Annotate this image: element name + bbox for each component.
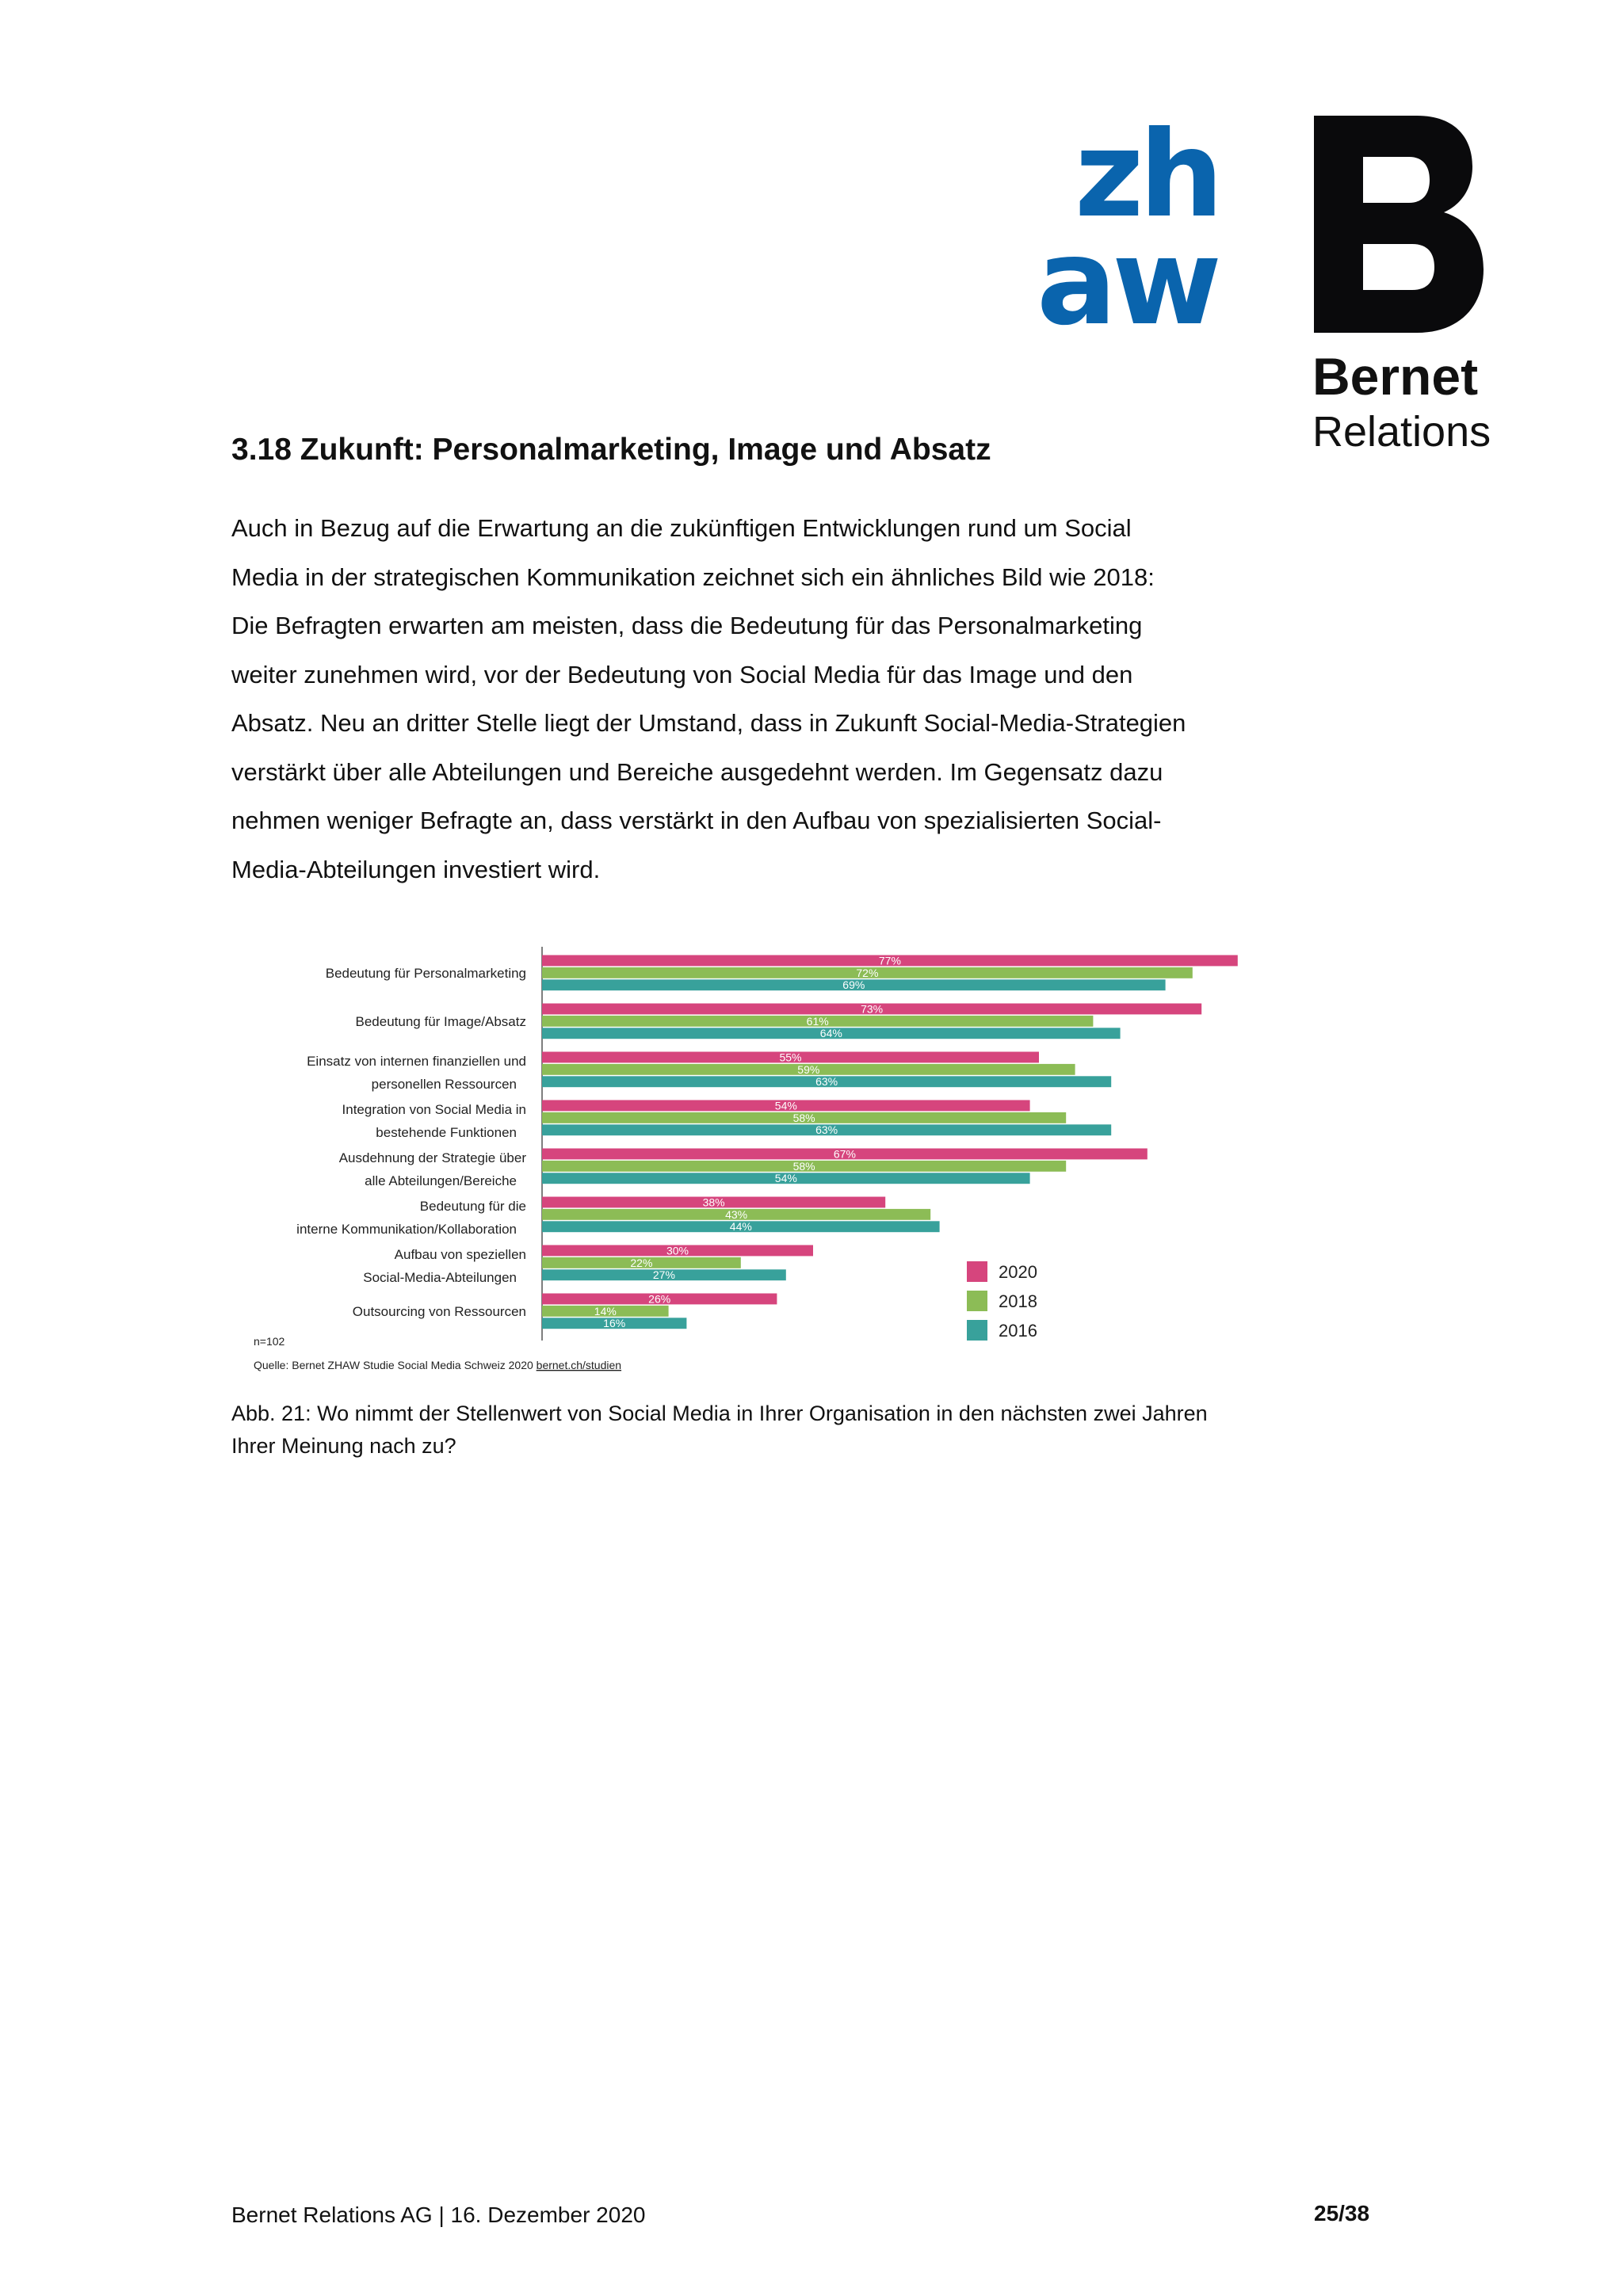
data-label: 67% <box>833 1147 856 1161</box>
data-label: 64% <box>819 1027 842 1040</box>
data-label: 22% <box>630 1256 653 1269</box>
body-line: Absatz. Neu an dritter Stelle liegt der Umstand, dass in Zukunft Social-Media-Strategien <box>231 709 1186 737</box>
category-label: Einsatz von internen finanziellen und <box>307 1054 526 1070</box>
category-label: personellen Ressourcen <box>371 1077 517 1093</box>
category-label: interne Kommunikation/Kollaboration <box>296 1222 517 1238</box>
brand-name: Bernet <box>1312 347 1479 406</box>
bernet-b-logo <box>1314 116 1484 333</box>
data-label: 26% <box>648 1292 671 1306</box>
data-label: 61% <box>806 1014 829 1028</box>
data-label: 58% <box>792 1111 815 1124</box>
data-label: 55% <box>779 1051 802 1064</box>
legend-label: 2018 <box>999 1291 1037 1311</box>
source-link[interactable]: bernet.ch/studien <box>536 1359 622 1371</box>
body-line: Media in der strategischen Kommunikation zeichnet sich ein ähnliches Bild wie 2018: <box>231 563 1155 591</box>
category-label: Bedeutung für Personalmarketing <box>325 966 526 982</box>
data-label: 44% <box>729 1220 752 1234</box>
data-label: 30% <box>666 1244 689 1257</box>
zhaw-logo-line1: zh <box>1075 106 1220 244</box>
data-label: 63% <box>815 1123 838 1137</box>
data-label: 43% <box>725 1207 748 1221</box>
category-label: Bedeutung für Image/Absatz <box>355 1014 526 1030</box>
category-label: Aufbau von speziellen <box>394 1247 526 1263</box>
data-label: 69% <box>842 978 865 992</box>
category-label: alle Abteilungen/Bereiche <box>365 1173 517 1189</box>
data-label: 38% <box>702 1196 725 1209</box>
body-line: nehmen weniger Befragte an, dass verstärkt in den Aufbau von spezialisierten Social- <box>231 807 1162 834</box>
category-label: Integration von Social Media in <box>342 1102 526 1118</box>
caption-line: Ihrer Meinung nach zu? <box>231 1434 456 1458</box>
source-note: Quelle: Bernet ZHAW Studie Social Media Schweiz 2020 bernet.ch/studien <box>254 1359 622 1371</box>
body-line: Auch in Bezug auf die Erwartung an die zukünftigen Entwicklungen rund um Social <box>231 514 1132 542</box>
legend-swatch-2018 <box>967 1291 987 1311</box>
data-label: 72% <box>856 966 879 979</box>
body-paragraph <box>231 504 1262 894</box>
data-label: 77% <box>878 954 901 967</box>
legend-swatch-2016 <box>967 1320 987 1341</box>
data-label: 54% <box>774 1172 797 1185</box>
caption-line: Abb. 21: Wo nimmt der Stellenwert von Social Media in Ihrer Organisation in den nächsten zwei Jahren <box>231 1402 1208 1425</box>
figure-caption <box>231 1398 1262 1463</box>
data-label: 63% <box>815 1075 838 1089</box>
data-label: 73% <box>861 1002 884 1016</box>
body-line: verstärkt über alle Abteilungen und Bereiche ausgedehnt werden. Im Gegensatz dazu <box>231 757 1163 786</box>
body-line: Die Befragten erwarten am meisten, dass die Bedeutung für das Personalmarketing <box>231 612 1143 639</box>
data-label: 59% <box>797 1062 820 1076</box>
legend-swatch-2020 <box>967 1261 987 1282</box>
zhaw-logo <box>1037 106 1227 352</box>
sample-size-note: n=102 <box>254 1335 285 1348</box>
data-label: 58% <box>792 1159 815 1173</box>
category-label: Social-Media-Abteilungen <box>363 1270 517 1286</box>
data-label: 14% <box>594 1304 617 1318</box>
category-label: bestehende Funktionen <box>376 1125 517 1141</box>
category-label: Outsourcing von Ressourcen <box>352 1304 526 1320</box>
page-number: 25/38 <box>1314 2201 1370 2225</box>
category-label: Bedeutung für die <box>419 1199 526 1215</box>
data-label: 54% <box>774 1099 797 1112</box>
legend-label: 2016 <box>999 1321 1037 1341</box>
category-label: Ausdehnung der Strategie über <box>338 1150 526 1166</box>
zhaw-logo-line2: aw <box>1037 214 1217 352</box>
bar-chart <box>254 943 1284 1386</box>
footer-company-date: Bernet Relations AG | 16. Dezember 2020 <box>231 2203 646 2227</box>
section-heading: 3.18 Zukunft: Personalmarketing, Image und Absatz <box>231 433 991 467</box>
legend-label: 2020 <box>999 1262 1037 1282</box>
data-label: 16% <box>603 1317 626 1330</box>
body-line: Media-Abteilungen investiert wird. <box>231 855 601 883</box>
data-label: 27% <box>652 1268 675 1282</box>
brand-subname: Relations <box>1312 408 1491 456</box>
body-line: weiter zunehmen wird, vor der Bedeutung von Social Media für das Image und den <box>231 660 1133 688</box>
